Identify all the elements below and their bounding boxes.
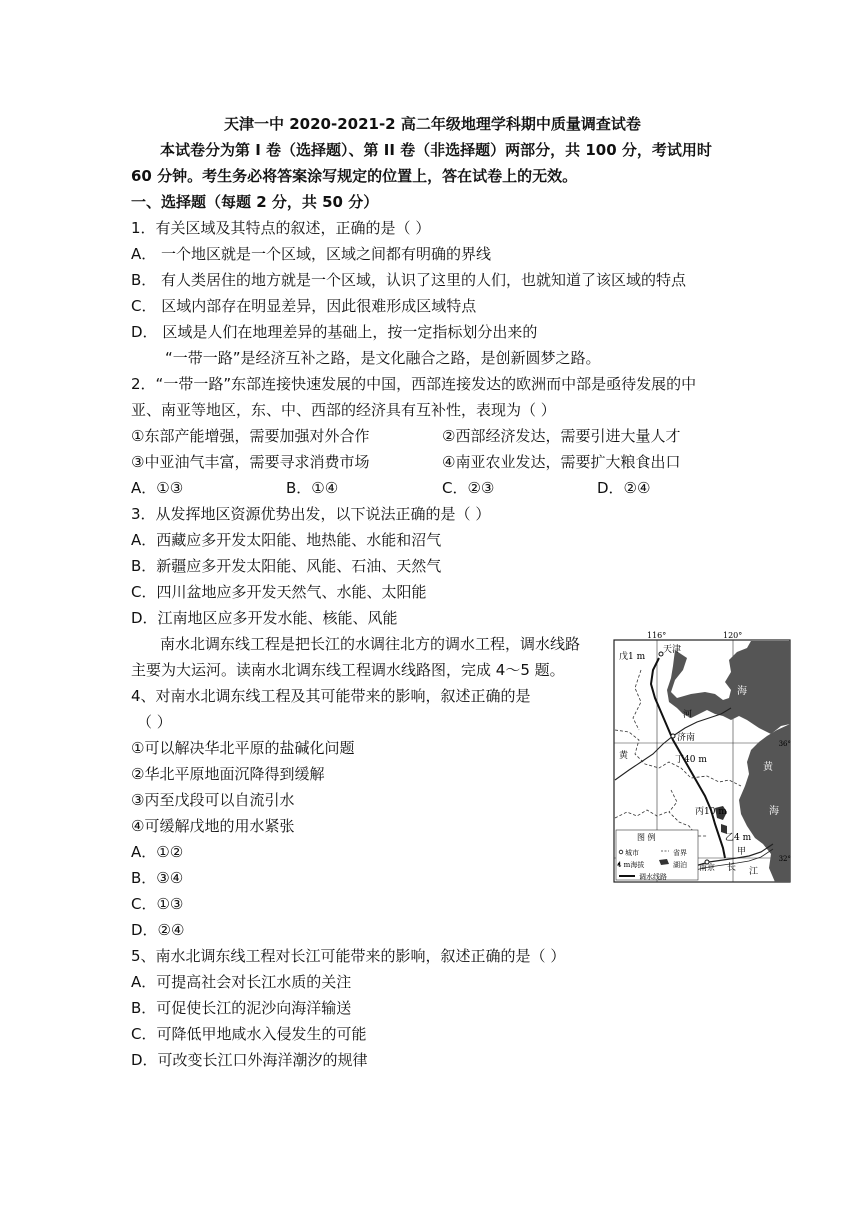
label-nanjing: 南京 [699,863,715,872]
q3-option-b: B．新疆应多开发太阳能、风能、石油、天然气 [131,557,442,575]
q2-stem-line-2: 亚、南亚等地区，东、中、西部的经济具有互补性，表现为（ ） [131,401,556,419]
q1-option-b: B． 有人类居住的地方就是一个区域，认识了这里的人们，也就知道了该区域的特点 [131,271,687,289]
q4-statement-4: ④可缓解戊地的用水紧张 [131,817,295,835]
label-yi: 乙4 m [725,833,752,843]
q4-statement-3: ③丙至戊段可以自流引水 [131,791,295,809]
q2-option-a: A．①③ [131,479,184,497]
q2-statement-1: ①东部产能增强，需要加强对外合作 [131,427,370,445]
paper-title: 天津一中 2020-2021-2 高二年级地理学科期中质量调查试卷 [224,115,641,133]
legend-route-label: 调水线路 [639,873,667,881]
label-huang-sea: 黄 [763,762,773,773]
label-tianjin: 天津 [663,645,682,655]
label-lat-32: 32° [778,855,791,863]
label-chang: 长 [727,863,737,873]
label-bing: 丙10 m [695,807,727,817]
label-jiang: 江 [749,867,759,877]
q3-option-c: C．四川盆地应多开发天然气、水能、太阳能 [131,583,427,601]
label-jia: 甲 [737,847,747,857]
label-huang-river: 黄 [619,751,629,761]
belt-road-passage: “一带一路”是经济互补之路，是文化融合之路，是创新圆梦之路。 [165,349,601,367]
q3-stem: 3．从发挥地区资源优势出发，以下说法正确的是（ ） [131,505,491,523]
q2-option-d: D．②④ [597,479,651,497]
q3-option-a: A．西藏应多开发太阳能、地热能、水能和沼气 [131,531,442,549]
q4-stem-line-1: 4、对南水北调东线工程及其可能带来的影响，叙述正确的是 [131,687,531,705]
q4-option-c: C．①③ [131,895,184,913]
q4-option-b: B．③④ [131,869,184,887]
legend-altitude-label: 4 m海拔 [617,861,645,869]
q4-statement-2: ②华北平原地面沉降得到缓解 [131,765,325,783]
canal-passage-line-2: 主要为大运河。读南水北调东线工程调水线路图，完成 4～5 题。 [131,661,565,679]
label-bohai: 渤 [703,660,713,671]
q2-statement-3: ③中亚油气丰富，需要寻求消费市场 [131,453,370,471]
q5-stem: 5、南水北调东线工程对长江可能带来的影响，叙述正确的是（ ） [131,947,566,965]
q2-statement-2: ②西部经济发达，需要引进大量人才 [442,427,681,445]
label-huang-sea-hai: 海 [769,806,779,817]
label-lon-120: 120° [723,631,743,640]
q1-option-d: D． 区域是人们在地理差异的基础上，按一定指标划分出来的 [131,323,538,341]
section-heading: 一、选择题（每题 2 分，共 50 分） [131,193,379,211]
legend-city-icon [619,850,623,854]
label-bohai-hai: 海 [737,686,747,697]
label-lon-116: 116° [647,631,667,640]
label-lat-36: 36° [778,740,791,748]
q4-option-a: A．①② [131,843,184,861]
legend-province-label: 省界 [673,849,687,857]
label-jinan: 济南 [677,733,696,743]
canal-route-map [611,630,793,884]
city-jinan-marker [671,734,675,738]
label-wu: 戊1 m [619,652,646,662]
q4-option-d: D．②④ [131,921,185,939]
q1-option-a: A． 一个地区就是一个区域，区域之间都有明确的界线 [131,245,492,263]
q2-statement-4: ④南亚农业发达，需要扩大粮食出口 [442,453,681,471]
q3-option-d: D．江南地区应多开发水能、核能、风能 [131,609,398,627]
q5-option-d: D．可改变长江口外海洋潮汐的规律 [131,1051,368,1069]
canal-passage-line-1: 南水北调东线工程是把长江的水调往北方的调水工程，调水线路 [160,635,581,653]
legend-title: 图 例 [637,833,656,842]
q2-option-b: B．①④ [286,479,339,497]
label-he: 河 [683,710,693,720]
q5-option-c: C．可降低甲地咸水入侵发生的可能 [131,1025,367,1043]
intro-line-1: 本试卷分为第 I 卷（选择题）、第 II 卷（非选择题）两部分，共 100 分，考试用时 [160,141,712,159]
q4-stem-line-2: （ ） [137,713,172,731]
q2-stem-line-1: 2．“一带一路”东部连接快速发展的中国，西部连接发达的欧洲而中部是亟待发展的中 [131,375,697,393]
q4-statement-1: ①可以解决华北平原的盐碱化问题 [131,739,355,757]
q2-option-c: C．②③ [442,479,495,497]
q5-option-a: A．可提高社会对长江水质的关注 [131,973,352,991]
q1-option-c: C． 区域内部存在明显差异，因此很难形成区域特点 [131,297,477,315]
q5-option-b: B．可促使长江的泥沙向海洋输送 [131,999,352,1017]
legend-city-label: 城市 [625,849,639,857]
intro-line-2: 60 分钟。考生务必将答案涂写规定的位置上，答在试卷上的无效。 [131,167,578,185]
legend-lake-label: 湖泊 [673,861,687,869]
label-ding: 丁40 m [675,755,707,765]
q1-stem: 1．有关区域及其特点的叙述，正确的是（ ） [131,219,431,237]
